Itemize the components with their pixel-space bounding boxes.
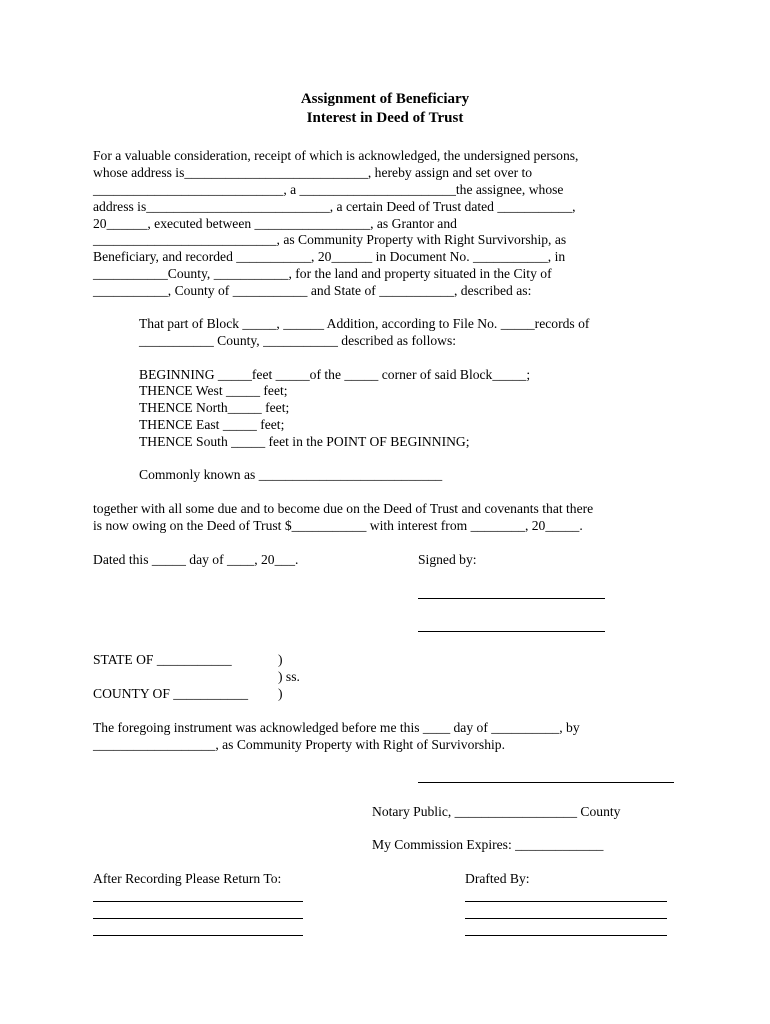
call-south: THENCE South _____ feet in the POINT OF BEGINNING; (139, 434, 470, 449)
drafted-by-line-3[interactable] (465, 935, 667, 936)
dated-line: Dated this _____ day of ____, 20___. (93, 552, 299, 567)
document-title-line1: Assignment of Beneficiary (300, 91, 470, 107)
signature-line-2[interactable] (418, 631, 605, 632)
together-line-1: together with all some due and to become due on the Deed of Trust and covenants that there (93, 501, 594, 516)
intro-line-2: whose address is___________________________, hereby assign and set over to (93, 165, 533, 180)
notary-public-line: Notary Public, __________________ County (372, 804, 621, 819)
venue-paren-1: ) (278, 652, 283, 667)
document-title-line2: Interest in Deed of Trust (306, 110, 464, 126)
intro-line-4: address is___________________________, a certain Deed of Trust dated ___________, (93, 199, 576, 214)
intro-line-9: ___________, County of ___________ and State of ___________, described as: (93, 283, 532, 298)
call-north: THENCE North_____ feet; (139, 400, 290, 415)
state-of-line: STATE OF ___________ (93, 652, 232, 667)
drafted-by-line-1[interactable] (465, 901, 667, 902)
call-east: THENCE East _____ feet; (139, 417, 285, 432)
intro-line-6: ___________________________, as Community Property with Right Survivorship, as (93, 232, 567, 247)
return-to-label: After Recording Please Return To: (93, 871, 282, 886)
return-to-line-3[interactable] (93, 935, 303, 936)
drafted-by-label: Drafted By: (465, 871, 530, 886)
county-of-line: COUNTY OF ___________ (93, 686, 249, 701)
signature-line-1[interactable] (418, 598, 605, 599)
intro-line-7: Beneficiary, and recorded ___________, 20______ in Document No. ___________, in (93, 249, 566, 264)
intro-line-5: 20______, executed between _________________, as Grantor and (93, 216, 457, 231)
venue-paren-2: ) (278, 686, 283, 701)
call-beginning: BEGINNING _____feet _____of the _____ corner of said Block_____; (139, 367, 531, 382)
return-to-line-2[interactable] (93, 918, 303, 919)
signed-by-label: Signed by: (418, 552, 477, 567)
intro-line-1: For a valuable consideration, receipt of which is acknowledged, the undersigned persons, (93, 148, 579, 163)
commission-expires-line: My Commission Expires: _____________ (372, 837, 604, 852)
intro-line-8: ___________County, ___________, for the land and property situated in the City of (93, 266, 552, 281)
drafted-by-line-2[interactable] (465, 918, 667, 919)
intro-line-3: ____________________________, a _______________________the assignee, whose (93, 182, 564, 197)
legal-line-1: That part of Block _____, ______ Addition, according to File No. _____records of (139, 316, 590, 331)
ack-line-2: __________________, as Community Property with Right of Survivorship. (93, 737, 505, 752)
ack-line-1: The foregoing instrument was acknowledged before me this ____ day of __________, by (93, 720, 580, 735)
together-line-2: is now owing on the Deed of Trust $___________ with interest from ________, 20_____. (93, 518, 583, 533)
notary-signature-line[interactable] (418, 782, 674, 783)
call-west: THENCE West _____ feet; (139, 383, 288, 398)
return-to-line-1[interactable] (93, 901, 303, 902)
venue-ss: ) ss. (278, 669, 300, 684)
legal-line-2: ___________ County, ___________ described as follows: (139, 333, 457, 348)
commonly-known-as: Commonly known as ___________________________ (139, 467, 443, 482)
